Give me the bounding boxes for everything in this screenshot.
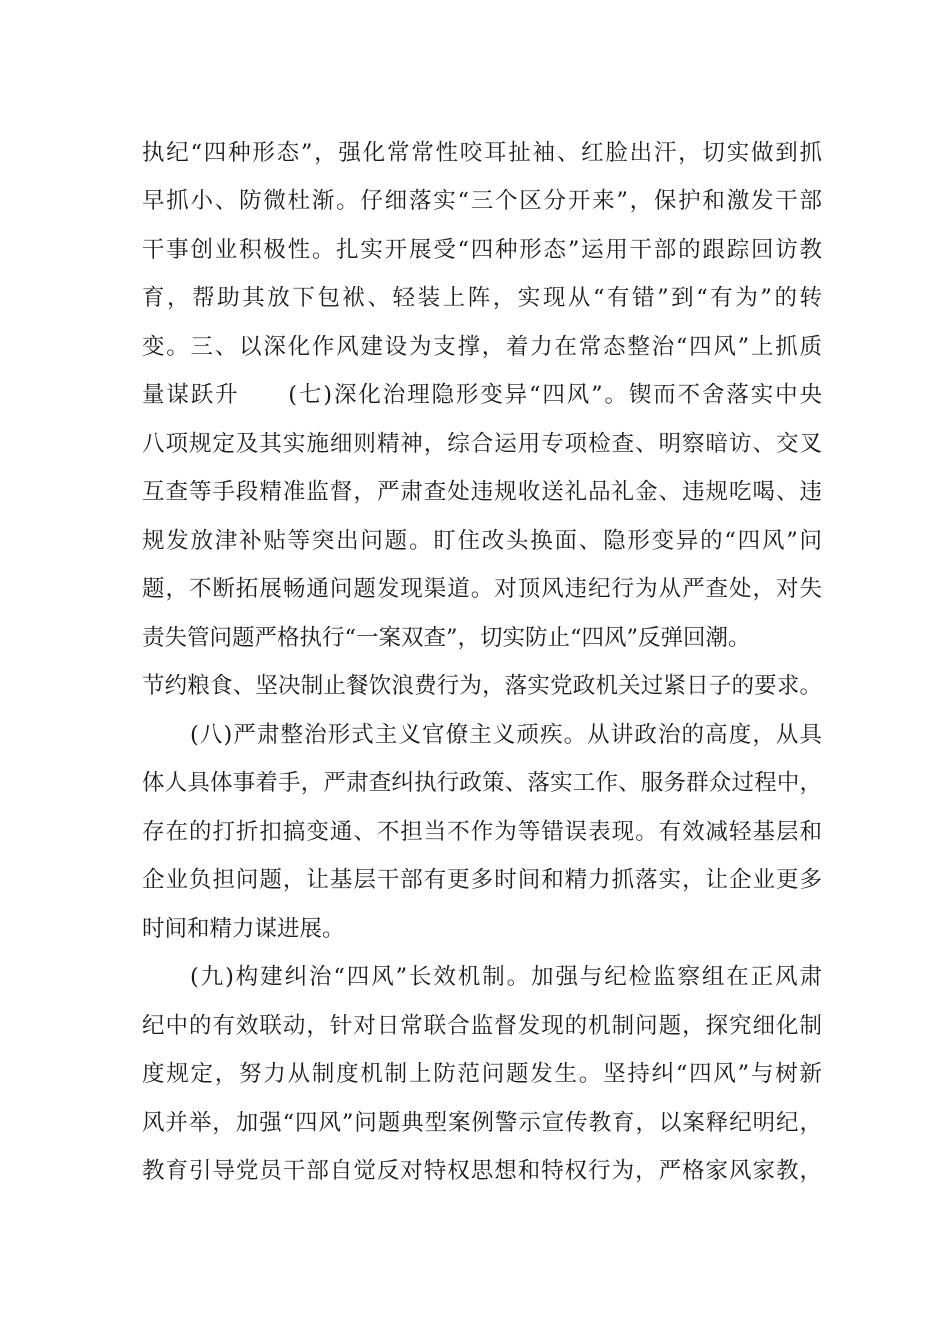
paragraph-first-line: (八)严肃整治形式主义官僚主义顽疾。从讲政治的高度，从具 xyxy=(190,722,822,748)
paragraph-line: 育，帮助其放下包袱、轻装上阵，实现从“有错”到“有为”的转 xyxy=(142,285,822,311)
paragraph-line: 责失管问题严格执行“一案双查”，切实防止“四风”反弹回潮。 xyxy=(142,625,751,651)
paragraph-line: 度规定，努力从制度机制上防范问题发生。坚持纠“四风”与树新 xyxy=(142,1061,822,1087)
paragraph-line: 规发放津补贴等突出问题。盯住改头换面、隐形变异的“四风”问 xyxy=(142,528,822,554)
paragraph-line: 纪中的有效联动，针对日常联合监督发现的机制问题，探究细化制 xyxy=(142,1013,822,1039)
paragraph-line: 体人具体事着手，严肃查纠执行政策、落实工作、服务群众过程中， xyxy=(142,770,822,796)
paragraph-line: 存在的打折扣搞变通、不担当不作为等错误表现。有效减轻基层和 xyxy=(142,819,822,845)
paragraph-line: 八项规定及其实施细则精神，综合运用专项检查、明察暗访、交叉 xyxy=(142,431,822,457)
paragraph-line: 风并举，加强“四风”问题典型案例警示宣传教育，以案释纪明纪， xyxy=(142,1110,822,1136)
paragraph-line: 执纪“四种形态”，强化常常性咬耳扯袖、红脸出汗，切实做到抓 xyxy=(142,140,822,166)
paragraph-line: 早抓小、防微杜渐。仔细落实“三个区分开来”，保护和激发干部 xyxy=(142,188,822,214)
paragraph-line: 干事创业积极性。扎实开展受“四种形态”运用干部的跟踪回访教 xyxy=(142,237,822,263)
paragraph-line: 题，不断拓展畅通问题发现渠道。对顶风违纪行为从严查处，对失 xyxy=(142,576,822,602)
paragraph-first-line: (九)构建纠治“四风”长效机制。加强与纪检监察组在正风肃 xyxy=(190,964,822,990)
paragraph-line: 企业负担问题，让基层干部有更多时间和精力抓落实，让企业更多 xyxy=(142,867,822,893)
paragraph-line: 变。三、以深化作风建设为支撑，着力在常态整治“四风”上抓质 xyxy=(142,334,822,360)
paragraph-line: 量谋跃升 (七)深化治理隐形变异“四风”。锲而不舍落实中央 xyxy=(142,382,822,408)
paragraph-line: 时间和精力谋进展。 xyxy=(142,916,345,942)
paragraph-line: 互查等手段精准监督，严肃查处违规收送礼品礼金、违规吃喝、违 xyxy=(142,479,822,505)
paragraph-line: 教育引导党员干部自觉反对特权思想和特权行为，严格家风家教， xyxy=(142,1158,822,1184)
paragraph-line: 节约粮食、坚决制止餐饮浪费行为，落实党政机关过紧日子的要求。 xyxy=(142,673,822,699)
